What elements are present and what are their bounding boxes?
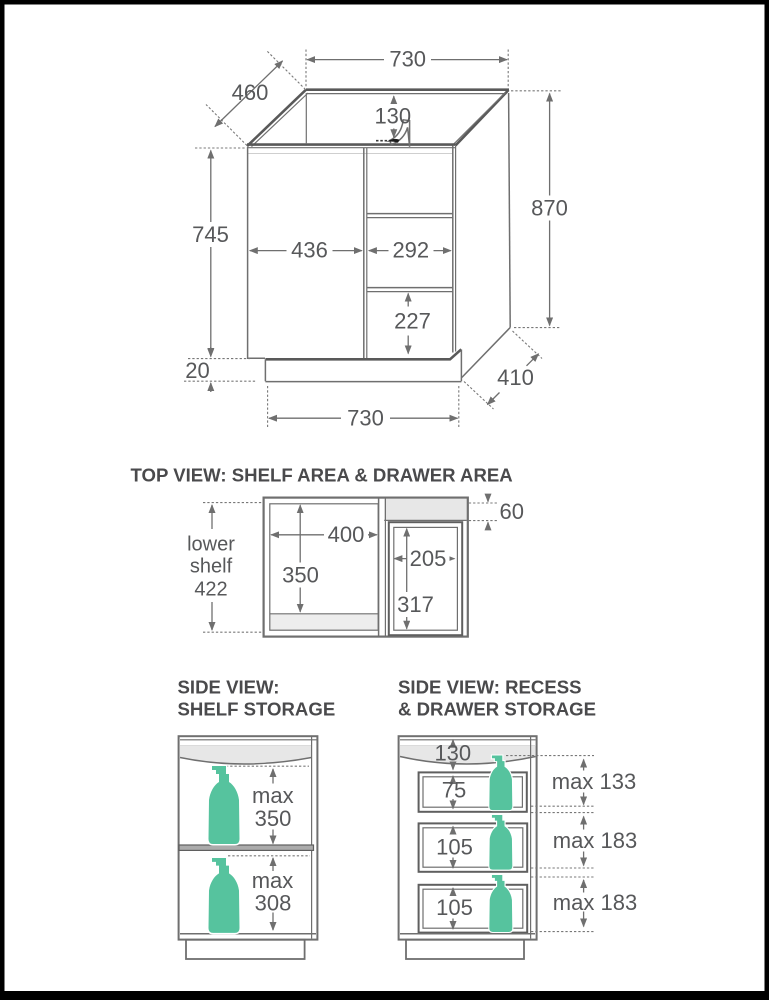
dim-base-depth-label: 410 (497, 365, 534, 390)
dim-shelf-depth-label: 350 (282, 562, 319, 588)
bottle-icon (209, 766, 240, 844)
dim-drawer-3-label: 105 (436, 894, 473, 920)
side-shelf-title-line2: SHELF STORAGE (177, 698, 336, 720)
lower-shelf-word2: shelf (189, 555, 233, 578)
dim-clearance-3 (553, 880, 637, 927)
dim-tap-height-label: 130 (374, 103, 412, 129)
dim-top-width-label: 730 (389, 46, 427, 72)
cabinet-structure (247, 90, 510, 382)
dim-lower-clearance (252, 858, 294, 930)
dim-drawer-width-label: 292 (392, 237, 430, 263)
upper-max-word: max (252, 782, 294, 808)
dim-kick-height (184, 347, 257, 392)
dim-drawer-1-label: 75 (441, 777, 467, 803)
dim-base-width (268, 386, 459, 431)
dim-upper-clearance (252, 769, 294, 844)
side-drawer-title-line2: & DRAWER STORAGE (398, 698, 597, 720)
side-view-shelf (178, 677, 336, 960)
dim-clearance-1 (552, 760, 636, 805)
lower-shelf-word1: lower (187, 533, 235, 556)
lower-max-value: 308 (254, 890, 292, 916)
side-shelf-structure (179, 736, 318, 959)
dim-clearance-2-label: max 183 (552, 828, 638, 853)
side-shelf-title-line1: SIDE VIEW: (177, 676, 280, 698)
upper-max-value: 350 (254, 805, 292, 831)
dim-top-depth-label: 460 (231, 80, 269, 105)
dim-clearance-2 (553, 817, 637, 866)
dim-drawer-inner-width (394, 546, 454, 571)
dim-lower-shelf (184, 503, 262, 633)
dim-base-depth (464, 331, 542, 409)
dim-rear-gap-label: 60 (499, 499, 524, 525)
dim-drawer-inner-depth-label: 317 (397, 591, 434, 617)
bottle-icon (489, 756, 512, 811)
top-view-title: TOP VIEW: SHELF AREA & DRAWER AREA (130, 464, 513, 486)
dim-base-width-label: 730 (347, 405, 384, 431)
dim-door-width-label: 436 (291, 237, 328, 263)
dim-shelf-width-label: 400 (327, 521, 365, 547)
side-drawer-title-line1: SIDE VIEW: RECESS (398, 676, 582, 698)
dim-cabinet-height-label: 745 (192, 222, 229, 247)
bottle-icon (489, 875, 512, 932)
dim-recess-depth-label: 130 (434, 740, 472, 766)
lower-shelf-value: 422 (194, 578, 228, 601)
dim-drawer-1 (442, 776, 466, 809)
dim-bottom-drawer-height (394, 294, 431, 354)
top-view (131, 465, 524, 637)
dim-door-width (250, 238, 362, 263)
dim-drawer-3 (436, 888, 473, 929)
lower-max-word: max (251, 867, 294, 893)
dim-top-depth (206, 50, 306, 146)
dim-drawer-2-label: 105 (436, 834, 473, 860)
dim-shelf-depth (280, 505, 321, 612)
dim-top-width (306, 47, 508, 89)
dim-drawer-2 (436, 827, 473, 869)
dim-drawer-width (369, 238, 451, 263)
dim-bottom-drawer-height-label: 227 (394, 308, 431, 334)
dim-recess-depth (434, 740, 471, 770)
dim-overall-height (511, 91, 573, 328)
dim-overall-height-label: 870 (531, 195, 568, 221)
dim-clearance-3-label: max 183 (552, 890, 638, 915)
dim-clearance-1-label: max 133 (551, 769, 637, 794)
dim-kick-height-label: 20 (185, 358, 210, 383)
dim-drawer-inner-depth (396, 529, 436, 629)
dim-shelf-width (271, 522, 377, 547)
isometric-view (184, 47, 573, 432)
side-view-drawer (398, 677, 637, 960)
dim-cabinet-height (188, 148, 250, 359)
bottle-icon (209, 858, 240, 933)
dim-drawer-inner-width-label: 205 (409, 546, 447, 572)
dim-rear-gap (469, 495, 524, 530)
